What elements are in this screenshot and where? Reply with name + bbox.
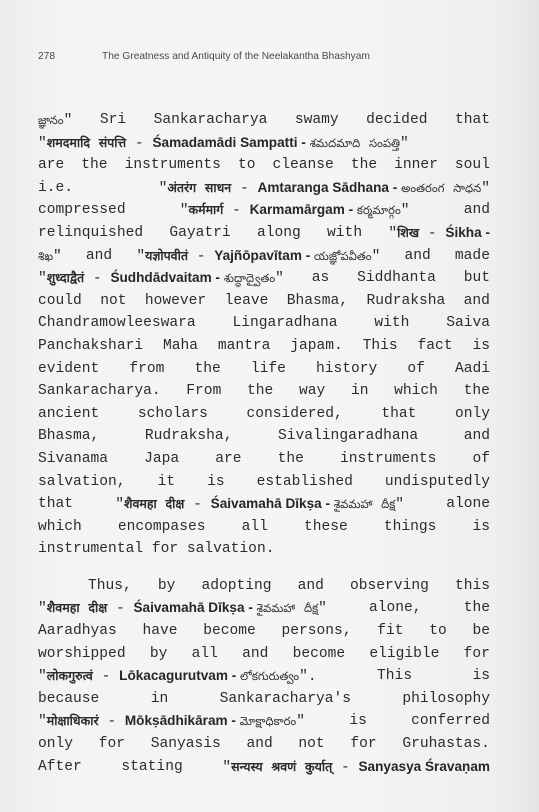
text-word: "यज्ञोपवीतं - Yajñōpavītam - యజ్ఞోపవీతం" [136,247,381,265]
text-word: Sankaracharya [153,112,268,128]
text-word: history [315,360,378,377]
text-word: that [381,405,417,422]
text-word: ancient [38,405,100,422]
text-word: instruments [340,450,437,467]
text-word: conferred [411,713,490,730]
text-word: alone, [369,600,422,617]
text-word: with [327,224,363,241]
text-word: all [241,518,268,535]
text-word: it [157,473,176,490]
text-word: Rudraksha [366,292,446,309]
text-word: and [246,736,273,753]
text-word: swamy [294,112,339,128]
paragraph-1 [38,109,490,561]
text-word: Panchakshari [38,337,144,354]
text-word: as [311,270,330,287]
text-word: శిఖ" [38,248,62,265]
text-word: Sankaracharya. [38,383,161,400]
text-word: "लोकगुरुत्वं - Lōkacagurutvam - లోకగురుత్వం". [38,668,317,686]
text-word: by [149,645,168,662]
text-word: life [250,360,286,377]
text-word: observing [350,577,429,594]
text-word: and [463,428,490,445]
text-word: become [292,645,346,662]
text-word: for [98,736,125,753]
text-word: the [463,600,490,617]
text-word: is [207,473,225,490]
text-line [38,154,490,177]
text-word: made [454,247,490,264]
text-word: be [472,623,490,640]
text-word: established [256,473,353,490]
text-line [38,403,490,426]
text-line [38,597,490,620]
text-word: stating [121,758,183,775]
text-word: undisputedly [384,473,490,490]
text-word: are [215,450,242,467]
text-word: alone [446,496,490,513]
text-word: mantra [217,337,271,354]
text-word: After [38,758,82,775]
text-line [38,756,490,779]
text-line [38,425,490,448]
text-word: Siddhanta [357,270,436,287]
text-word: in [350,383,369,400]
text-line [38,358,490,381]
text-line [38,222,490,245]
text-word: instrumental for salvation. [38,541,275,558]
text-word: from [129,360,165,377]
text-line [38,199,490,222]
text-word: become [203,623,256,640]
text-word: considered, [246,405,343,422]
text-word: "अंतरंग साधन - Amtaranga Sādhana - అంతరంగ సాధన" [158,179,490,197]
page-number: 278 [38,51,55,62]
text-word: This [377,668,413,685]
text-word: eligible [369,645,440,662]
text-word: fact [417,337,453,354]
paragraph-2 [38,575,490,778]
text-word: i.e. [38,179,74,196]
text-word: only [38,736,74,753]
text-word: and [242,645,269,662]
text-word: Maha [162,337,198,354]
text-word: the [463,383,490,400]
text-word: "शैवमहा दीक्ष - Śaivamahā Dīkṣa - శైవమహా దీక్ష" [115,496,405,514]
text-word: because [38,690,100,707]
text-word: Sanyasis [150,736,221,753]
text-line [38,245,490,268]
text-line [38,575,490,598]
text-line [38,665,490,688]
text-word: instruments [124,157,221,174]
text-word: "सन्यस्य श्रवणं कुर्यात् - Sanyasya Śravaṇam [222,758,490,776]
text-word: japam. [290,337,343,354]
text-word: Rudraksha, [144,428,233,445]
text-word: జ్ఞానం" [38,113,73,129]
text-word: and [297,577,324,594]
body-text [38,109,490,778]
text-word: evident [38,360,100,377]
text-word: Lingaradhana [232,315,338,332]
text-word: relinquished [38,224,144,241]
text-word: persons, [281,623,352,640]
text-word: "शमदमादि संपत्ति - Śamadamādi Sampatti - శమదమాది సంపత్తి" [38,134,409,152]
text-word: this [454,577,490,594]
text-word: "शैवमहा दीक्ष - Śaivamahā Dīkṣa - శైవమహా దీక్ష" [38,600,327,618]
text-line [38,109,490,132]
text-word: which [38,518,82,535]
text-word: not [100,292,127,309]
text-word: the [247,383,274,400]
text-word: Sivalingaradhana [278,428,419,445]
text-word: cleanse [272,157,334,174]
text-word: and [404,247,431,264]
text-line [38,380,490,403]
text-word: of [407,360,425,377]
text-word: scholars [137,405,208,422]
text-line [38,267,490,290]
text-word: worshipped [38,645,126,662]
text-word: for [463,645,490,662]
text-word: could [38,292,82,309]
text-word: philosophy [402,690,490,707]
text-word: these [303,518,348,535]
text-word: decided [366,112,428,128]
text-word: "शुध्दाद्वैतं - Śudhdādvaitam - శుద్ధాద్వైతం" [38,270,284,288]
text-word: "कर्ममार्ग - Karmamārgam - కర్మమార్గం" [179,202,410,220]
text-word: Saiva [446,315,490,332]
text-word: From [186,383,222,400]
text-word: "शिख - Śikha - [388,224,490,242]
text-word: inner [394,157,438,174]
text-word: and [463,202,490,219]
text-word: Japa [144,450,180,467]
text-word: with [374,315,410,332]
text-line [38,177,490,200]
text-line [38,471,490,494]
text-word: but [463,270,490,287]
text-word: however [144,292,207,309]
text-word: have [142,623,178,640]
text-word: not [298,736,325,753]
text-word: the [81,157,108,174]
text-word: are [38,157,65,174]
text-word: along [256,224,301,241]
text-word: that [454,112,490,128]
text-word: Aadi [454,360,490,377]
text-word: is [349,713,367,730]
text-word: compressed [38,202,126,219]
text-word: all [191,645,218,662]
text-word: things [383,518,437,535]
text-word: which [394,383,438,400]
text-word: Sankaracharya's [219,690,352,707]
text-word: is [472,337,490,354]
text-word: the [194,360,221,377]
text-line [38,290,490,313]
text-line [38,335,490,358]
text-word: the [277,450,304,467]
text-line [38,620,490,643]
text-word: encompases [117,518,206,535]
text-word: the [350,157,378,174]
text-word: Gayatri [169,224,231,241]
text-word: and [463,292,490,309]
text-line [38,710,490,733]
text-word: Aaradhyas [38,623,117,640]
text-word: to [429,623,447,640]
text-word: only [454,405,490,422]
text-line [38,688,490,711]
text-word: is [472,668,490,685]
text-line [38,312,490,335]
text-word: fit [377,623,404,640]
text-line [38,132,490,155]
text-line [38,493,490,516]
text-word: Sivanama [38,450,109,467]
paragraph-gap [38,561,490,575]
text-word: adopting [201,577,272,594]
text-word: in [150,690,169,707]
text-word: Gruhastas. [402,736,490,753]
text-word: by [157,577,176,594]
text-line [38,643,490,666]
text-line [38,516,490,539]
text-line [38,448,490,471]
text-word: and [85,247,113,264]
text-line [38,733,490,756]
running-title: The Greatness and Antiquity of the Neelakantha Bhashyam [102,51,370,62]
text-word: "मोक्षाधिकारं - Mōkṣādhikāram - మోక్షాధికారం" [38,713,306,731]
text-word: Thus, [88,577,132,594]
text-word: soul [454,157,490,174]
text-word: way [298,383,326,400]
text-word: salvation, [38,473,126,490]
text-line [38,538,490,561]
text-word: is [472,518,490,535]
text-word: that [38,496,74,513]
text-word: Chandramowleeswara [38,315,196,332]
text-word: Bhasma, [286,292,349,309]
page-header [38,51,519,62]
text-word: of [472,450,490,467]
text-word: This [362,337,398,354]
text-word: leave [224,292,269,309]
text-word: Bhasma, [38,428,100,445]
text-word: for [350,736,377,753]
text-word: to [237,157,256,174]
text-word: Sri [99,112,127,128]
